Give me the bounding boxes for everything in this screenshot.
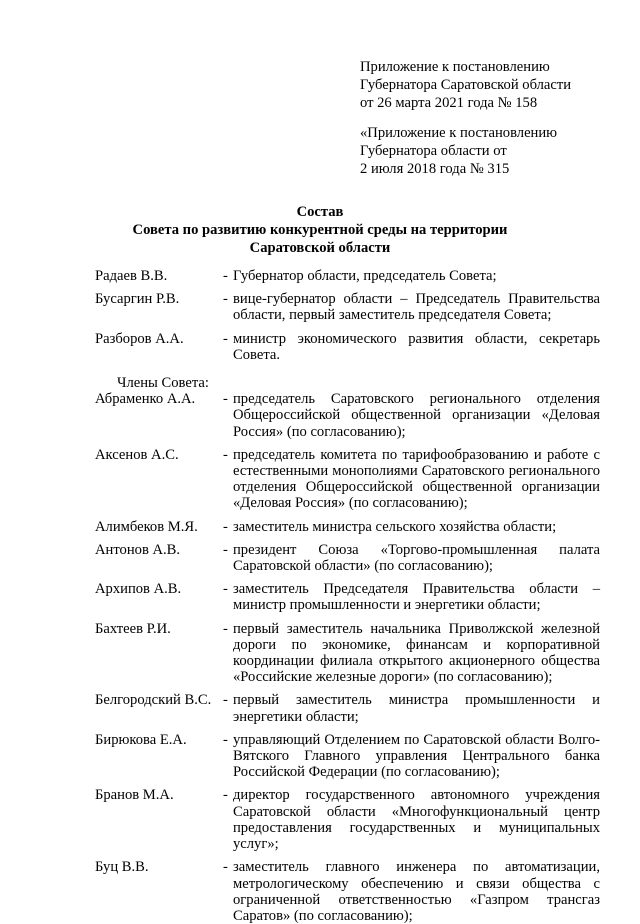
list-item — [95, 391, 600, 440]
person-position: министр экономического развития области, секретарь Совета. — [233, 330, 600, 363]
person-name: Абраменко А.А. — [95, 391, 196, 408]
person-position: первый заместитель министра промышленности и энергетики области; — [233, 692, 600, 725]
appendix-header — [360, 58, 630, 178]
person-name: Бусаргин Р.В. — [95, 291, 180, 308]
person-position: управляющий Отделением по Саратовской области Волго-Вятского Главного управления Центрального банка Российской Федерации (по согласованию); — [233, 731, 600, 781]
leaders-list — [95, 268, 600, 363]
title-line: Состав — [296, 204, 344, 220]
appendix-line: Губернатора области от — [360, 143, 507, 159]
list-item — [95, 621, 600, 686]
list-item — [95, 291, 600, 323]
person-position: председатель Саратовского регионального отделения Общероссийской общественной организации «Деловая Россия» (по согласованию); — [233, 391, 600, 440]
person-name: Белгородский В.С. — [95, 692, 212, 709]
person-name: Алимбеков М.Я. — [95, 518, 198, 535]
dash-separator: - — [223, 391, 228, 408]
dash-separator: - — [223, 581, 228, 598]
person-position: директор государственного автономного учреждения Саратовской области «Многофункциональный центр предоставления государственных и муниципальных услуг»; — [233, 787, 600, 853]
list-item — [95, 787, 600, 852]
members-list — [95, 391, 600, 924]
list-item — [95, 447, 600, 512]
title-line: Совета по развитию конкурентной среды на территории — [132, 222, 508, 238]
list-item — [95, 268, 600, 284]
appendix-line: «Приложение к постановлению — [360, 125, 558, 141]
members-heading: Члены Совета: — [117, 375, 209, 392]
dash-separator: - — [223, 330, 228, 347]
dash-separator: - — [223, 446, 228, 463]
list-item — [95, 331, 600, 363]
list-item — [95, 519, 600, 535]
dash-separator: - — [223, 620, 228, 637]
dash-separator: - — [223, 787, 228, 804]
dash-separator: - — [223, 541, 228, 558]
dash-separator: - — [223, 859, 228, 876]
list-item — [95, 542, 600, 574]
appendix-line: 2 июля 2018 года № 315 — [360, 161, 510, 177]
person-position: председатель комитета по тарифообразованию и работе с естественными монополиями Саратовского регионального отделения Общероссийской общественной организации «Деловая Россия» (по согласованию); — [233, 446, 600, 512]
list-item — [95, 859, 600, 924]
person-name: Радаев В.В. — [95, 268, 168, 284]
person-name: Буц В.В. — [95, 859, 149, 876]
dash-separator: - — [223, 692, 228, 709]
appendix-line: Губернатора Саратовской области — [360, 77, 572, 93]
person-name: Бранов М.А. — [95, 787, 174, 804]
list-item — [95, 732, 600, 781]
person-position: вице-губернатор области – Председатель Правительства области, первый заместитель председателя Совета; — [233, 291, 600, 324]
title-line: Саратовской области — [249, 240, 391, 256]
person-position: заместитель Председателя Правительства области – министр промышленности и энергетики области; — [233, 581, 600, 614]
person-position: заместитель министра сельского хозяйства области; — [233, 518, 557, 535]
person-position: первый заместитель начальника Приволжской железной дороги по экономике, финансам и корпоративной координации филиала открытого акционерного общества «Российские железные дороги» (по согласованию); — [233, 620, 600, 686]
person-name: Разборов А.А. — [95, 330, 184, 347]
appendix-line: от 26 марта 2021 года № 158 — [360, 95, 538, 111]
person-name: Антонов А.В. — [95, 541, 181, 558]
list-item — [95, 581, 600, 613]
document-title — [0, 203, 640, 257]
person-name: Архипов А.В. — [95, 581, 182, 598]
dash-separator: - — [223, 731, 228, 748]
person-position: президент Союза «Торгово-промышленная палата Саратовской области» (по согласованию); — [233, 541, 600, 575]
person-position: заместитель главного инженера по автоматизации, метрологическому обеспечению и связи общества с ограниченной ответственностью «Газпром трансгаз Саратов» (по согласованию); — [233, 859, 600, 924]
dash-separator: - — [223, 291, 228, 308]
dash-separator: - — [223, 518, 228, 535]
person-name: Бахтеев Р.И. — [95, 620, 171, 637]
person-position: Губернатор области, председатель Совета; — [233, 268, 497, 284]
person-name: Бирюкова Е.А. — [95, 731, 187, 748]
council-list — [95, 268, 600, 924]
dash-separator: - — [223, 268, 228, 284]
appendix-line: Приложение к постановлению — [360, 59, 550, 75]
person-name: Аксенов А.С. — [95, 446, 179, 463]
list-item — [95, 692, 600, 724]
